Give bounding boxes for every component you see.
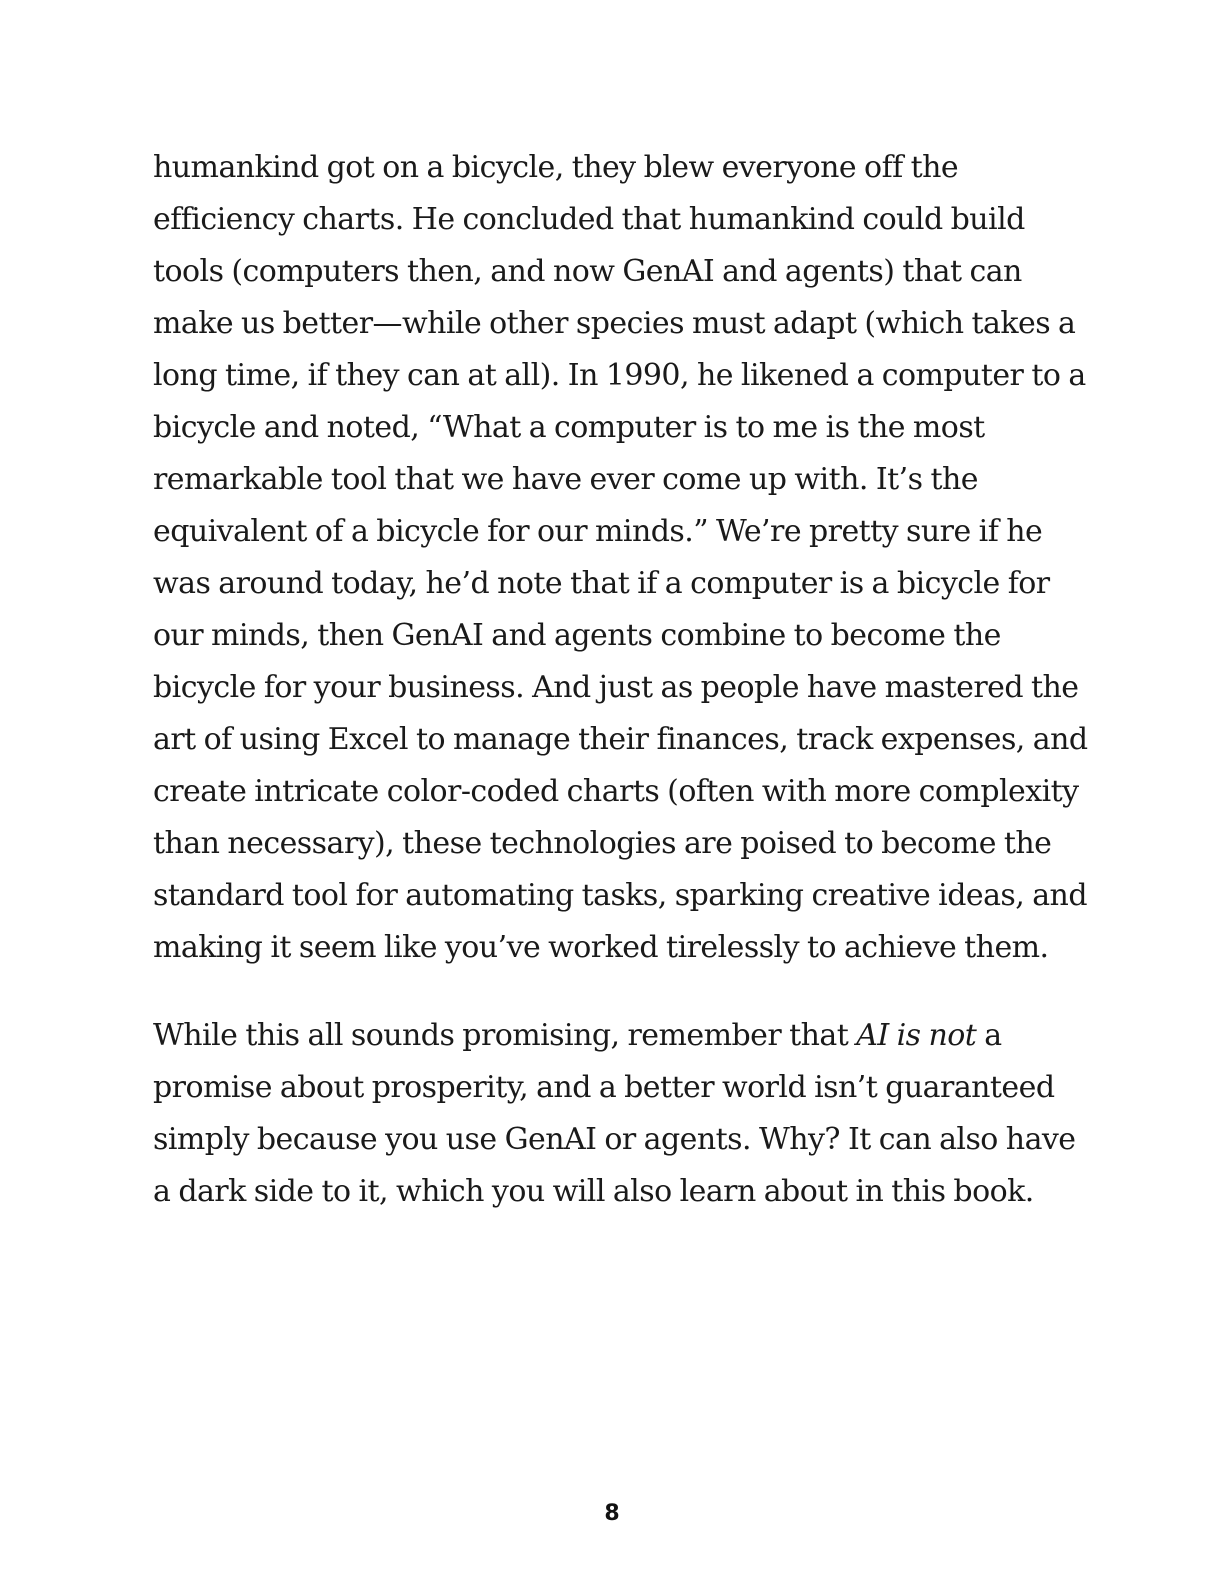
text-line: equivalent of a bicycle for our minds.” We’re pretty sure if he bbox=[153, 514, 1043, 549]
paragraph-ai-is-not-a-promise bbox=[153, 1010, 1076, 1218]
text-segment: While this all sounds promising, remember that bbox=[153, 1018, 857, 1053]
text-line: efficiency charts. He concluded that humankind could build bbox=[153, 202, 1025, 237]
text-line: long time, if they can at all). In 1990, he likened a computer to a bbox=[153, 358, 1086, 393]
text-line: promise about prosperity, and a better world isn’t guaranteed bbox=[153, 1070, 1055, 1105]
text-line: was around today, he’d note that if a computer is a bicycle for bbox=[153, 566, 1050, 601]
text-line: than necessary), these technologies are poised to become the bbox=[153, 826, 1052, 861]
paragraph-bicycle-for-the-mind bbox=[153, 142, 1088, 974]
text-line: simply because you use GenAI or agents. Why? It can also have bbox=[153, 1122, 1076, 1157]
text-line: bicycle for your business. And just as people have mastered the bbox=[153, 670, 1079, 705]
text-line: tools (computers then, and now GenAI and agents) that can bbox=[153, 254, 1022, 289]
text-line: our minds, then GenAI and agents combine to become the bbox=[153, 618, 1001, 653]
text-line: art of using Excel to manage their finances, track expenses, and bbox=[153, 722, 1088, 757]
text-line: a dark side to it, which you will also learn about in this book. bbox=[153, 1174, 1034, 1209]
emphasis-text: AI is not bbox=[856, 1018, 977, 1053]
page-number: 8 bbox=[604, 1501, 620, 1526]
body-text bbox=[153, 142, 1088, 1218]
text-line: make us better—while other species must adapt (which takes a bbox=[153, 306, 1076, 341]
text-line: bicycle and noted, “What a computer is to me is the most bbox=[153, 410, 985, 445]
text-segment: a bbox=[976, 1018, 1002, 1053]
text-line: remarkable tool that we have ever come up with. It’s the bbox=[153, 462, 978, 497]
text-line bbox=[153, 1010, 1073, 1062]
text-line: making it seem like you’ve worked tirelessly to achieve them. bbox=[153, 930, 1049, 965]
text-line: humankind got on a bicycle, they blew everyone off the bbox=[153, 150, 959, 185]
text-line: create intricate color-coded charts (often with more complexity bbox=[153, 774, 1079, 809]
text-line: standard tool for automating tasks, sparking creative ideas, and bbox=[153, 878, 1087, 913]
